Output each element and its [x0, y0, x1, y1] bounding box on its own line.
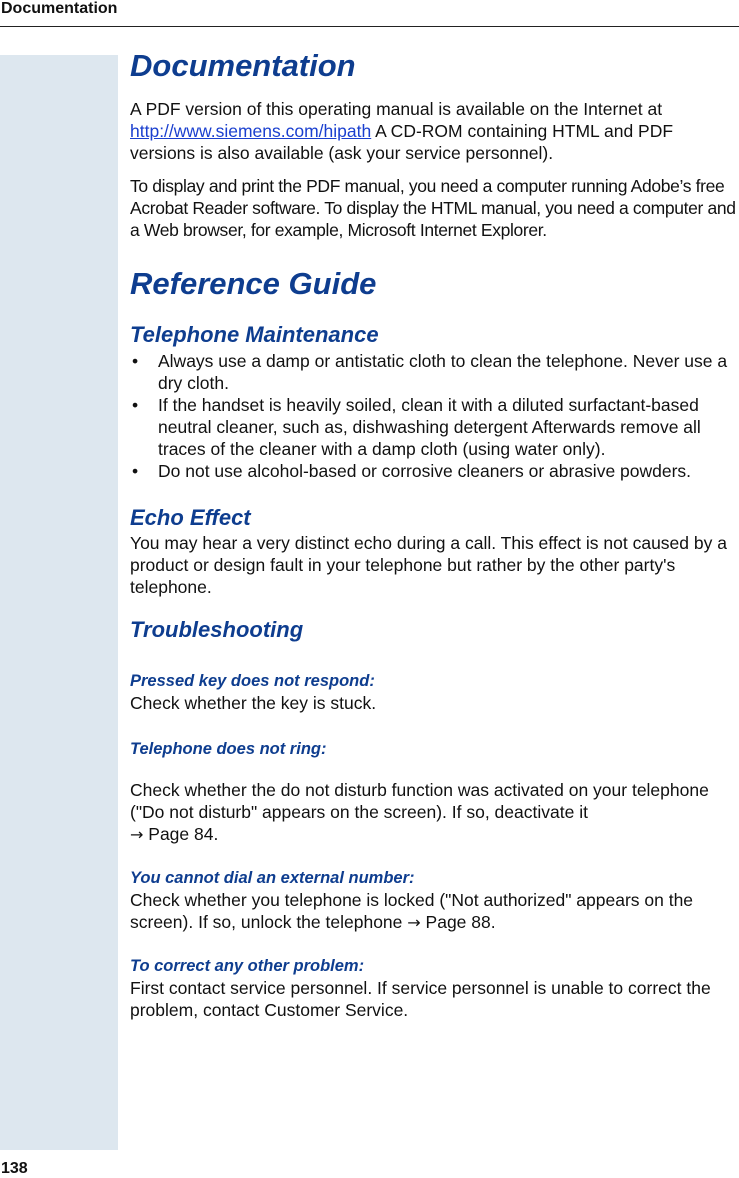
- bullet-glyph: •: [132, 461, 139, 481]
- margin-sidebar: [0, 55, 118, 1150]
- bullet-glyph: •: [132, 395, 139, 415]
- reference-guide-heading: Reference Guide: [130, 266, 377, 301]
- arrow-right-icon: →: [130, 825, 144, 844]
- siemens-hipath-link[interactable]: http://www.siemens.com/hipath: [130, 121, 372, 141]
- troubleshooting-heading: Troubleshooting: [130, 617, 304, 642]
- page-number: 138: [1, 1160, 28, 1177]
- running-header: [0, 0, 739, 27]
- other-problem-heading: To correct any other problem:: [130, 957, 365, 975]
- list-item-text: If the handset is heavily soiled, clean it with a diluted surfactant-based neutral cleaner, such as, dishwashing detergent Afterwards remove all traces of the cleaner with a damp cloth (using water only).: [158, 395, 701, 459]
- echo-effect-heading: Echo Effect: [130, 505, 251, 530]
- echo-effect-text: You may hear a very distinct echo during a call. This effect is not caused by a product or design fault in your telephone but rather by the other party's telephone.: [130, 533, 727, 597]
- bullet-glyph: •: [132, 351, 139, 371]
- other-problem-text: First contact service personnel. If service personnel is unable to correct the problem, contact Customer Service.: [130, 978, 711, 1020]
- phone-not-ringing-body: Check whether the do not disturb function was activated on your telephone ("Do not disturb" appears on the screen). If so, deactivate it: [130, 780, 709, 822]
- key-not-responding-heading: Pressed key does not respond:: [130, 672, 375, 690]
- external-dial-body: Check whether you telephone is locked ("Not authorized" appears on the screen). If so, unlock the telephone: [130, 890, 694, 932]
- phone-not-ringing-heading: Telephone does not ring:: [130, 740, 327, 758]
- running-header-title: Documentation: [1, 0, 118, 17]
- list-item: [130, 460, 739, 482]
- maintenance-list: [130, 350, 739, 482]
- list-item: [130, 350, 739, 394]
- telephone-maintenance-heading: Telephone Maintenance: [130, 322, 379, 347]
- key-not-responding-text: Check whether the key is stuck.: [130, 693, 377, 713]
- documentation-paragraph-2: To display and print the PDF manual, you need a computer running Adobe’s free Acrobat Reader software. To display the HTML manual, you need a computer and a Web browser, for example, Microsoft Internet Explorer.: [130, 176, 736, 240]
- external-dial-heading: You cannot dial an external number:: [130, 869, 415, 887]
- list-item-text: Always use a damp or antistatic cloth to clean the telephone. Never use a dry cloth.: [158, 351, 728, 393]
- list-item: [130, 394, 739, 460]
- phone-not-ringing-text: [130, 779, 739, 846]
- page-reference: Page 88.: [425, 912, 496, 932]
- external-dial-text: [130, 889, 739, 934]
- list-item-text: Do not use alcohol-based or corrosive cleaners or abrasive powders.: [158, 461, 692, 481]
- page-reference: Page 84.: [148, 824, 219, 844]
- arrow-right-icon: →: [407, 913, 421, 932]
- documentation-p1-before-link: A PDF version of this operating manual is available on the Internet at: [130, 99, 663, 119]
- page-content: [130, 46, 739, 1021]
- documentation-p1-after-link: A CD-ROM containing HTML and PDF versions is also available (ask your service personnel).: [130, 121, 674, 163]
- documentation-heading: Documentation: [130, 48, 356, 83]
- documentation-paragraph-1: [130, 98, 739, 164]
